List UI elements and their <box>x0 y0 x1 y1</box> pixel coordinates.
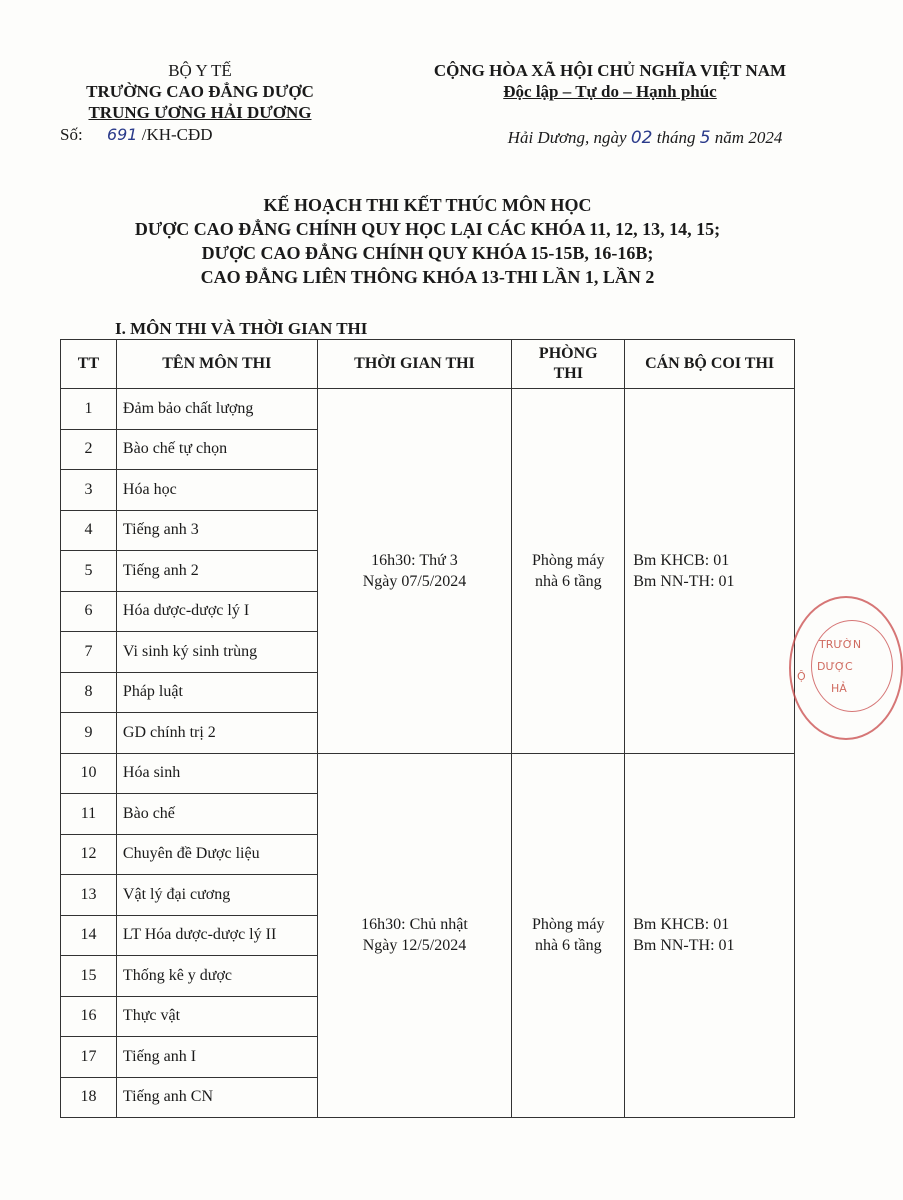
row-number: 4 <box>61 510 117 551</box>
republic-name: CỘNG HÒA XÃ HỘI CHỦ NGHĨA VIỆT NAM <box>433 61 787 80</box>
row-number: 14 <box>61 915 117 956</box>
exam-room-group-2: Phòng máy nhà 6 tầng <box>512 753 625 1118</box>
row-number: 2 <box>61 429 117 470</box>
subject-name: Tiếng anh I <box>116 1037 317 1078</box>
exam-time-group-1: 16h30: Thứ 3 Ngày 07/5/2024 <box>317 389 512 754</box>
subject-name: Tiếng anh 3 <box>116 510 317 551</box>
subject-name: Đảm bảo chất lượng <box>116 389 317 430</box>
exam-room-group-1: Phòng máy nhà 6 tầng <box>512 389 625 754</box>
row-number: 6 <box>61 591 117 632</box>
date-day: 02 <box>630 128 653 148</box>
document-number-handwritten: 691 <box>106 125 138 144</box>
subject-name: GD chính trị 2 <box>116 713 317 754</box>
school-name-line1: TRƯỜNG CAO ĐẲNG DƯỢC <box>86 82 314 101</box>
table-row <box>61 753 795 794</box>
title-line-4: CAO ĐẲNG LIÊN THÔNG KHÓA 13-THI LẦN 1, LẦN 2 <box>200 267 655 287</box>
col-header-time: THỜI GIAN THI <box>317 340 512 389</box>
subject-name: Chuyên đề Dược liệu <box>116 834 317 875</box>
row-number: 16 <box>61 996 117 1037</box>
col-header-tt: TT <box>61 340 117 389</box>
row-number: 7 <box>61 632 117 673</box>
row-number: 13 <box>61 875 117 916</box>
row-number: 18 <box>61 1077 117 1118</box>
subject-name: LT Hóa dược-dược lý II <box>116 915 317 956</box>
ministry-name: BỘ Y TẾ <box>168 61 232 80</box>
row-number: 9 <box>61 713 117 754</box>
col-header-room: PHÒNG THI <box>512 340 625 389</box>
row-number: 12 <box>61 834 117 875</box>
document-title <box>60 193 795 289</box>
national-motto: Độc lập – Tự do – Hạnh phúc <box>503 82 717 101</box>
exam-time-group-2: 16h30: Chủ nhật Ngày 12/5/2024 <box>317 753 512 1118</box>
seal-text-1: TRƯỜN <box>819 638 862 651</box>
subject-name: Thống kê y dược <box>116 956 317 997</box>
col-header-subject: TÊN MÔN THI <box>116 340 317 389</box>
proctor-group-1: Bm KHCB: 01 Bm NN-TH: 01 <box>625 389 795 754</box>
row-number: 8 <box>61 672 117 713</box>
seal-text-3: HẢ <box>831 682 847 695</box>
official-seal-partial <box>789 596 903 740</box>
proctor-group-2: Bm KHCB: 01 Bm NN-TH: 01 <box>625 753 795 1118</box>
table-row <box>61 389 795 430</box>
title-line-3: DƯỢC CAO ĐẲNG CHÍNH QUY KHÓA 15-15B, 16-16B; <box>201 243 654 263</box>
issuing-body-block <box>60 60 340 123</box>
document-number: Số: 691 /KH-CĐD <box>60 125 213 144</box>
title-line-1: KẾ HOẠCH THI KẾT THÚC MÔN HỌC <box>263 195 592 215</box>
row-number: 11 <box>61 794 117 835</box>
subject-name: Vật lý đại cương <box>116 875 317 916</box>
row-number: 5 <box>61 551 117 592</box>
national-header-block <box>380 60 840 102</box>
school-name-line2: TRUNG ƯƠNG HẢI DƯƠNG <box>88 103 312 122</box>
subject-name: Hóa dược-dược lý I <box>116 591 317 632</box>
date-month: 5 <box>699 128 711 148</box>
subject-name: Hóa học <box>116 470 317 511</box>
subject-name: Hóa sinh <box>116 753 317 794</box>
row-number: 15 <box>61 956 117 997</box>
row-number: 17 <box>61 1037 117 1078</box>
subject-name: Bào chế tự chọn <box>116 429 317 470</box>
subject-name: Bào chế <box>116 794 317 835</box>
subject-name: Tiếng anh 2 <box>116 551 317 592</box>
subject-name: Thực vật <box>116 996 317 1037</box>
row-number: 1 <box>61 389 117 430</box>
subject-name: Tiếng anh CN <box>116 1077 317 1118</box>
row-number: 3 <box>61 470 117 511</box>
seal-text-4: Ộ <box>797 670 806 683</box>
subject-name: Pháp luật <box>116 672 317 713</box>
seal-text-2: DƯỢC <box>817 660 853 673</box>
section-heading: I. MÔN THI VÀ THỜI GIAN THI <box>115 319 368 338</box>
subject-name: Vi sinh ký sinh trùng <box>116 632 317 673</box>
table-header-row <box>61 340 795 389</box>
col-header-proctor: CÁN BỘ COI THI <box>625 340 795 389</box>
title-line-2: DƯỢC CAO ĐẲNG CHÍNH QUY HỌC LẠI CÁC KHÓA 11, 12, 13, 14, 15; <box>134 219 721 239</box>
row-number: 10 <box>61 753 117 794</box>
date-line: Hải Dương, ngày 02 tháng 5 năm 2024 <box>507 128 783 148</box>
exam-schedule-table <box>60 339 795 1118</box>
